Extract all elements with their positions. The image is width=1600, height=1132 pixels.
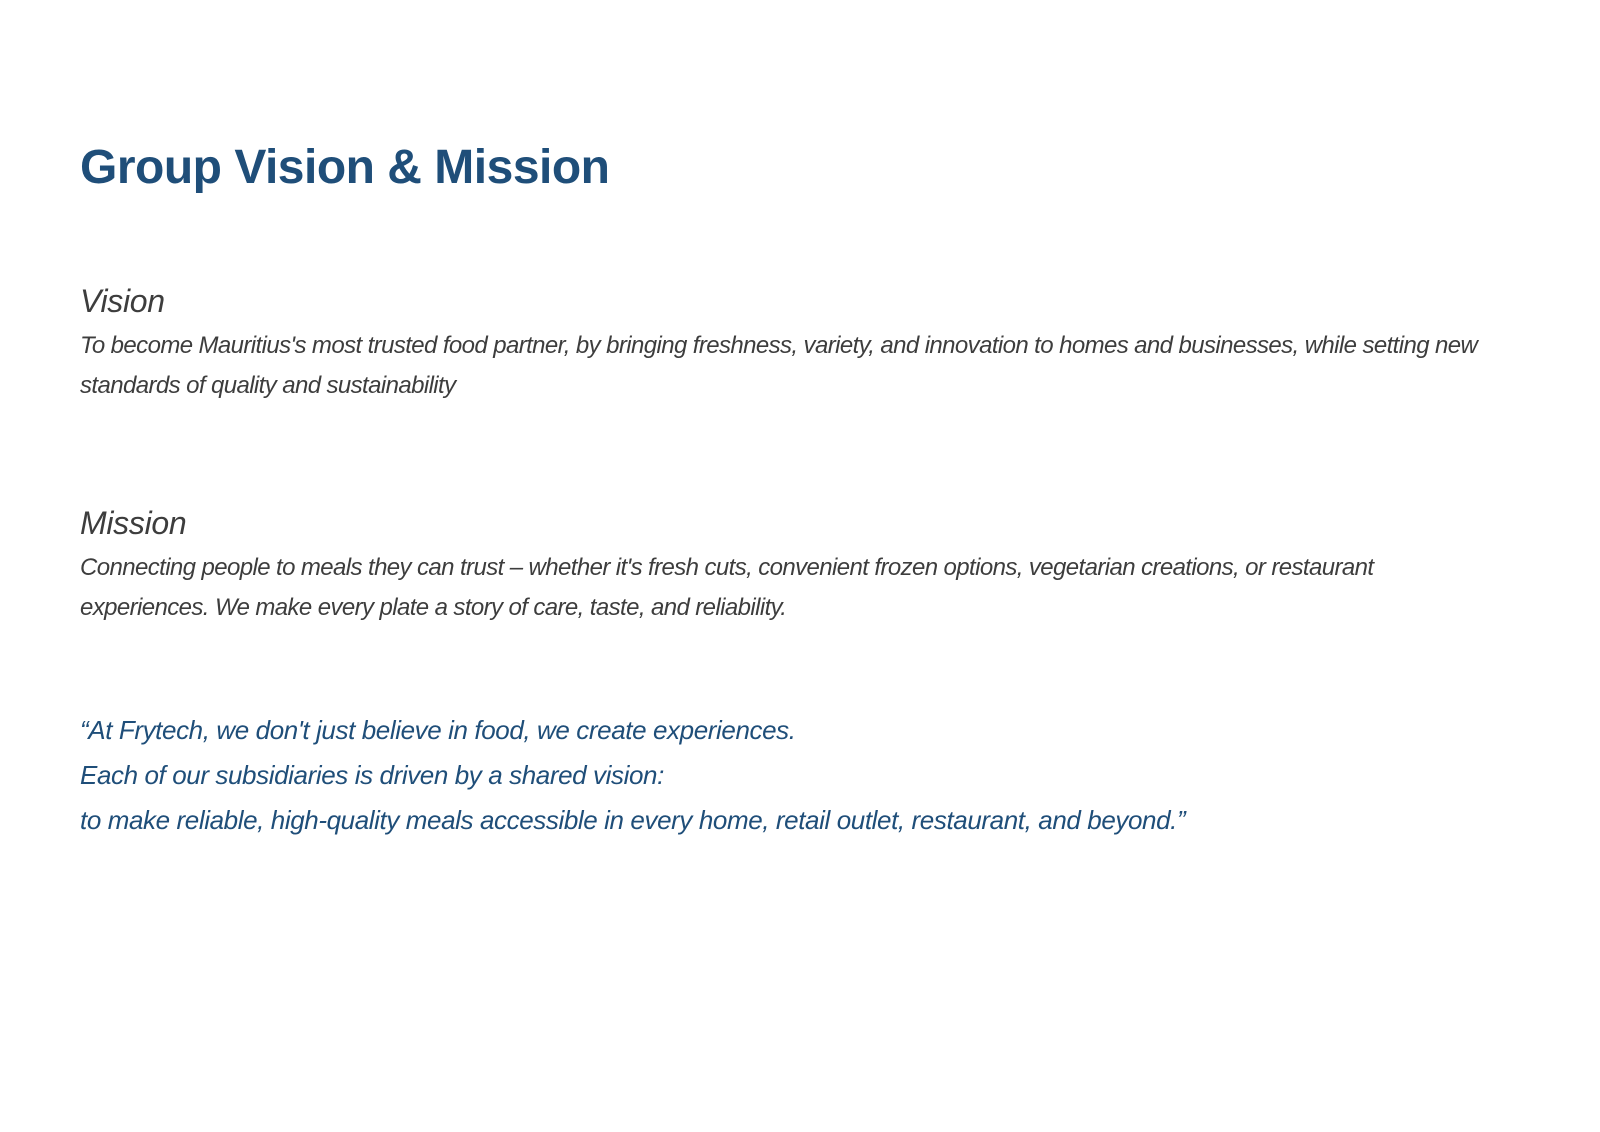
- mission-section: [80, 502, 1520, 628]
- quote-line-2: Each of our subsidiaries is driven by a shared vision:: [80, 760, 664, 790]
- group-quote: [80, 708, 1520, 843]
- vision-section: [80, 280, 1520, 406]
- page-title: Group Vision & Mission: [80, 141, 610, 194]
- mission-body-text: Connecting people to meals they can trust – whether it's fresh cuts, convenient frozen options, vegetarian creations, or restaurant experiences. We make every plate a story of care, taste, and reliability.: [80, 554, 1374, 621]
- quote-line-1: “At Frytech, we don't just believe in food, we create experiences.: [80, 715, 796, 745]
- vision-body-text: To become Mauritius's most trusted food partner, by bringing freshness, variety, and innovation to homes and businesses, while setting new standards of quality and sustainability: [80, 332, 1478, 399]
- quote-line-3: to make reliable, high-quality meals accessible in every home, retail outlet, restaurant, and beyond.”: [80, 805, 1186, 835]
- mission-heading: Mission: [80, 505, 187, 541]
- vision-heading: Vision: [80, 283, 165, 319]
